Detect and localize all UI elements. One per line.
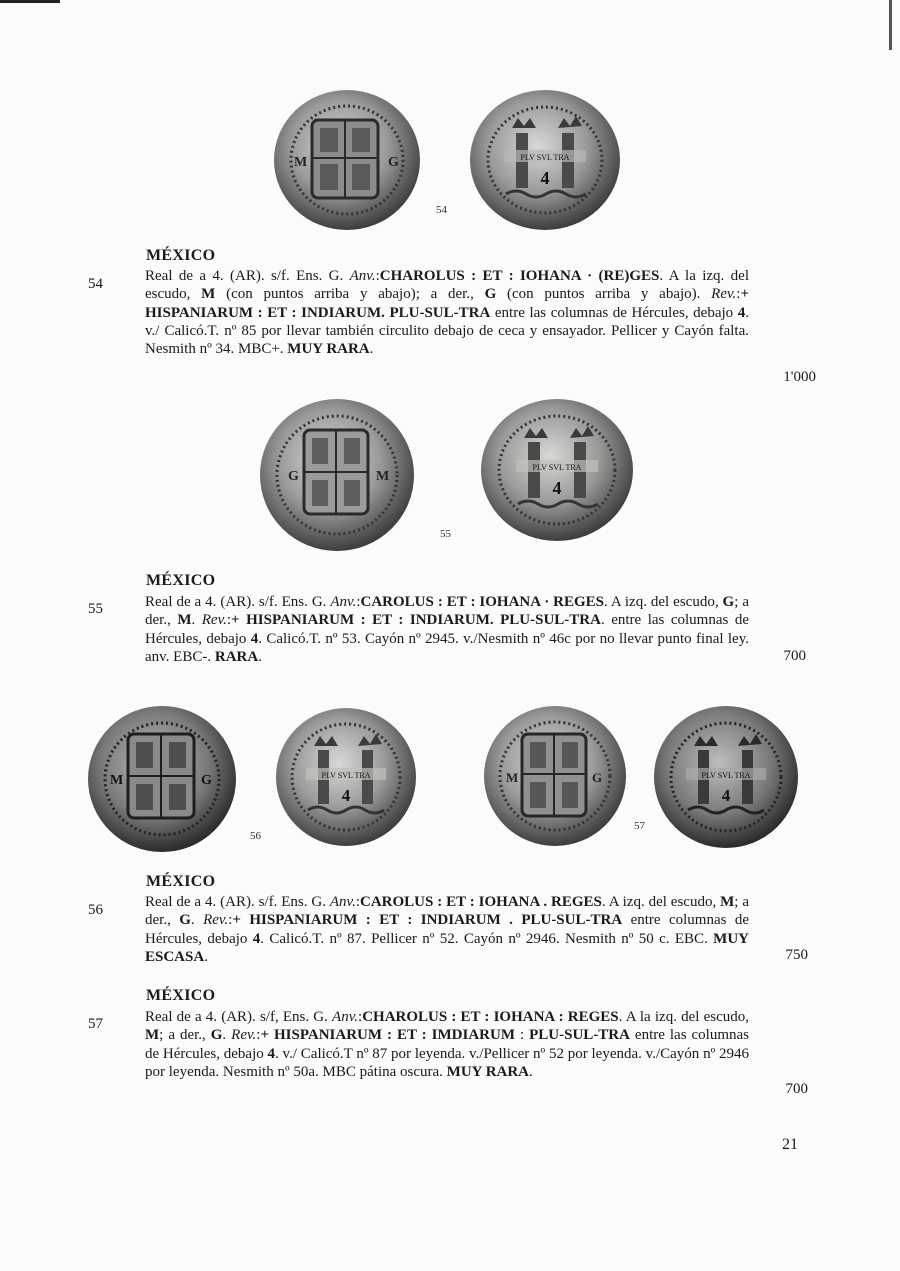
legend-text: M <box>720 894 735 910</box>
side-label: Anv. <box>349 268 376 284</box>
coin-motto: PLV SVL TRA <box>520 153 570 162</box>
coin-value: 4 <box>341 786 351 805</box>
description-text: (con puntos arriba y abajo). <box>496 286 712 303</box>
coin-assayer-letter: G <box>288 469 299 484</box>
lot-description <box>145 893 749 966</box>
description-text: Real de a 4. (AR). s/f. Ens. G. <box>145 594 331 610</box>
legend-text: MUY RARA <box>446 1063 530 1080</box>
description-text: Real de a 4. (AR). s/f. Ens. G. <box>145 894 330 910</box>
legend-text: G <box>210 1027 223 1044</box>
coin-assayer-letter: G <box>388 155 399 170</box>
legend-text: + HISPANIARUM : ET : INDIARUM. PLU-SUL-TRA <box>145 286 750 321</box>
description-text: . <box>369 341 374 358</box>
description-text: . v./ Calicó.T. nº 85 por llevar también circulito debajo de ceca y ensayador. Pellicer y Cayón falta. Nesmith nº 34. MBC+. <box>145 304 749 358</box>
scan-edge-mark <box>889 0 892 50</box>
lot-description <box>145 1008 749 1081</box>
description-text: (con puntos arriba y abajo); a der., <box>215 286 485 303</box>
description-text: . v./ Calicó.T nº 87 por leyenda. v./Pellicer nº 52 por leyenda. v./Cayón nº 2946 por leyenda. Nesmith nº 50a. MBC pátina oscura. <box>145 1045 749 1080</box>
side-label: Rev. <box>231 1027 257 1044</box>
description-text: : <box>736 286 741 303</box>
legend-text: + HISPANIARUM : ET : IMDIARUM <box>260 1027 515 1044</box>
legend-text: G <box>484 286 497 303</box>
scan-edge-mark <box>0 0 60 3</box>
coin-obverse-image <box>272 88 422 233</box>
lot-region-heading: MÉXICO <box>146 572 216 589</box>
legend-text: M <box>177 612 192 629</box>
coin-mint-letter: M <box>506 770 519 785</box>
image-lot-ref: 55 <box>440 528 451 540</box>
legend-text: M <box>201 286 216 303</box>
lot-description <box>145 267 749 358</box>
lot-number: 56 <box>88 902 103 918</box>
coin-motto: PLV SVL TRA <box>532 463 582 472</box>
side-label: Rev. <box>711 286 737 303</box>
description-text: : <box>375 268 380 284</box>
lot-price: 750 <box>785 947 808 963</box>
description-text: ; a der., <box>145 594 750 629</box>
coin-assayer-letter: G <box>592 770 603 785</box>
legend-text: 4 <box>252 930 261 947</box>
legend-text: CAROLUS : ET : IOHANA · REGES <box>360 594 605 610</box>
image-lot-ref: 57 <box>634 820 645 832</box>
lot-number: 54 <box>88 276 103 292</box>
legend-text: CHAROLUS : ET : IOHANA : REGES <box>362 1009 619 1025</box>
legend-text: RARA <box>214 648 259 665</box>
side-label: Rev. <box>203 912 229 929</box>
page-number: 21 <box>782 1136 798 1153</box>
description-text: . A la izq. del escudo, <box>145 268 749 303</box>
coin-reverse-image <box>468 88 623 233</box>
coin-value: 4 <box>721 786 731 805</box>
coin-obverse-image <box>482 704 628 849</box>
description-text: : <box>358 1009 363 1025</box>
legend-text: 4 <box>250 630 259 647</box>
description-text: : <box>514 1027 530 1044</box>
description-text: . A izq. del escudo, <box>604 594 723 610</box>
legend-text: + HISPANIARUM : ET : INDIARUM. PLU-SUL-TRA <box>231 612 601 629</box>
coin-obverse-image <box>258 396 416 554</box>
description-text: entre las columnas de Hércules, debajo <box>145 1027 750 1062</box>
coin-obverse-image <box>86 704 238 854</box>
lot-region-heading: MÉXICO <box>146 247 216 264</box>
legend-text: MUY ESCASA <box>145 930 749 965</box>
lot-price: 700 <box>783 648 806 664</box>
legend-text: M <box>145 1027 160 1044</box>
lot-price: 700 <box>785 1081 808 1097</box>
legend-text: + HISPANIARUM : ET : INDIARUM . PLU-SUL-TRA <box>232 912 623 929</box>
legend-text: CHAROLUS : ET : IOHANA · (RE)GES <box>379 268 660 284</box>
legend-text: G <box>179 912 191 929</box>
lot-description <box>145 593 749 666</box>
legend-text: CAROLUS : ET : IOHANA . REGES <box>360 894 602 910</box>
side-label: Anv. <box>330 594 357 610</box>
coin-reverse-image <box>274 706 418 848</box>
coin-mint-letter: M <box>294 155 308 170</box>
description-text: . A izq. del escudo, <box>601 894 721 910</box>
side-label: Rev. <box>201 612 227 629</box>
description-text: . <box>190 912 204 929</box>
legend-text: MUY RARA <box>287 341 370 358</box>
coin-value: 4 <box>540 168 550 188</box>
description-text: Real de a 4. (AR). s/f, Ens. G. <box>145 1009 333 1025</box>
coin-motto: PLV SVL TRA <box>701 771 751 780</box>
description-text: : <box>355 894 361 910</box>
lot-number: 55 <box>88 601 103 617</box>
legend-text: 4 <box>267 1045 276 1062</box>
description-text: . <box>204 948 208 965</box>
description-text: . <box>191 612 202 629</box>
description-text: Real de a 4. (AR). s/f. Ens. G. <box>145 268 350 284</box>
image-lot-ref: 56 <box>250 830 261 842</box>
lot-region-heading: MÉXICO <box>146 987 216 1004</box>
legend-text: G <box>722 594 735 610</box>
description-text: : <box>256 1027 261 1044</box>
description-text: : <box>228 912 233 929</box>
coin-motto: PLV SVL TRA <box>321 771 371 780</box>
description-text: entre las columnas de Hércules, debajo <box>490 304 738 321</box>
lot-region-heading: MÉXICO <box>146 873 216 890</box>
description-text: . <box>222 1027 232 1044</box>
coin-assayer-letter: G <box>201 773 212 788</box>
description-text: . Calicó.T. nº 87. Pellicer nº 52. Cayón nº 2946. Nesmith nº 50 c. EBC. <box>260 930 714 947</box>
coin-reverse-image <box>652 704 800 850</box>
description-text: . entre las columnas de Hércules, debajo <box>145 612 749 647</box>
description-text: ; a der., <box>145 894 750 929</box>
description-text: : <box>356 594 361 610</box>
coin-mint-letter: M <box>110 773 124 788</box>
side-label: Anv. <box>329 894 356 910</box>
coin-value: 4 <box>552 478 562 498</box>
description-text: . A la izq. del escudo, <box>618 1009 750 1025</box>
side-label: Anv. <box>332 1009 359 1025</box>
description-text: . Calicó.T. nº 53. Cayón nº 2945. v./Nesmith nº 46c por no llevar punto final ley. anv. EBC-. <box>145 630 749 665</box>
legend-text: 4 <box>737 304 746 321</box>
lot-price: 1'000 <box>783 369 816 385</box>
legend-text: PLU-SUL-TRA <box>529 1027 630 1044</box>
image-lot-ref: 54 <box>436 204 447 216</box>
description-text: ; a der., <box>159 1027 211 1044</box>
description-text: . <box>529 1063 533 1080</box>
description-text: entre columnas de Hércules, debajo <box>145 912 750 947</box>
description-text: : <box>226 612 232 629</box>
coin-mint-letter: M <box>376 469 390 484</box>
coin-reverse-image <box>478 396 636 544</box>
description-text: . <box>258 648 262 665</box>
lot-number: 57 <box>88 1016 103 1032</box>
